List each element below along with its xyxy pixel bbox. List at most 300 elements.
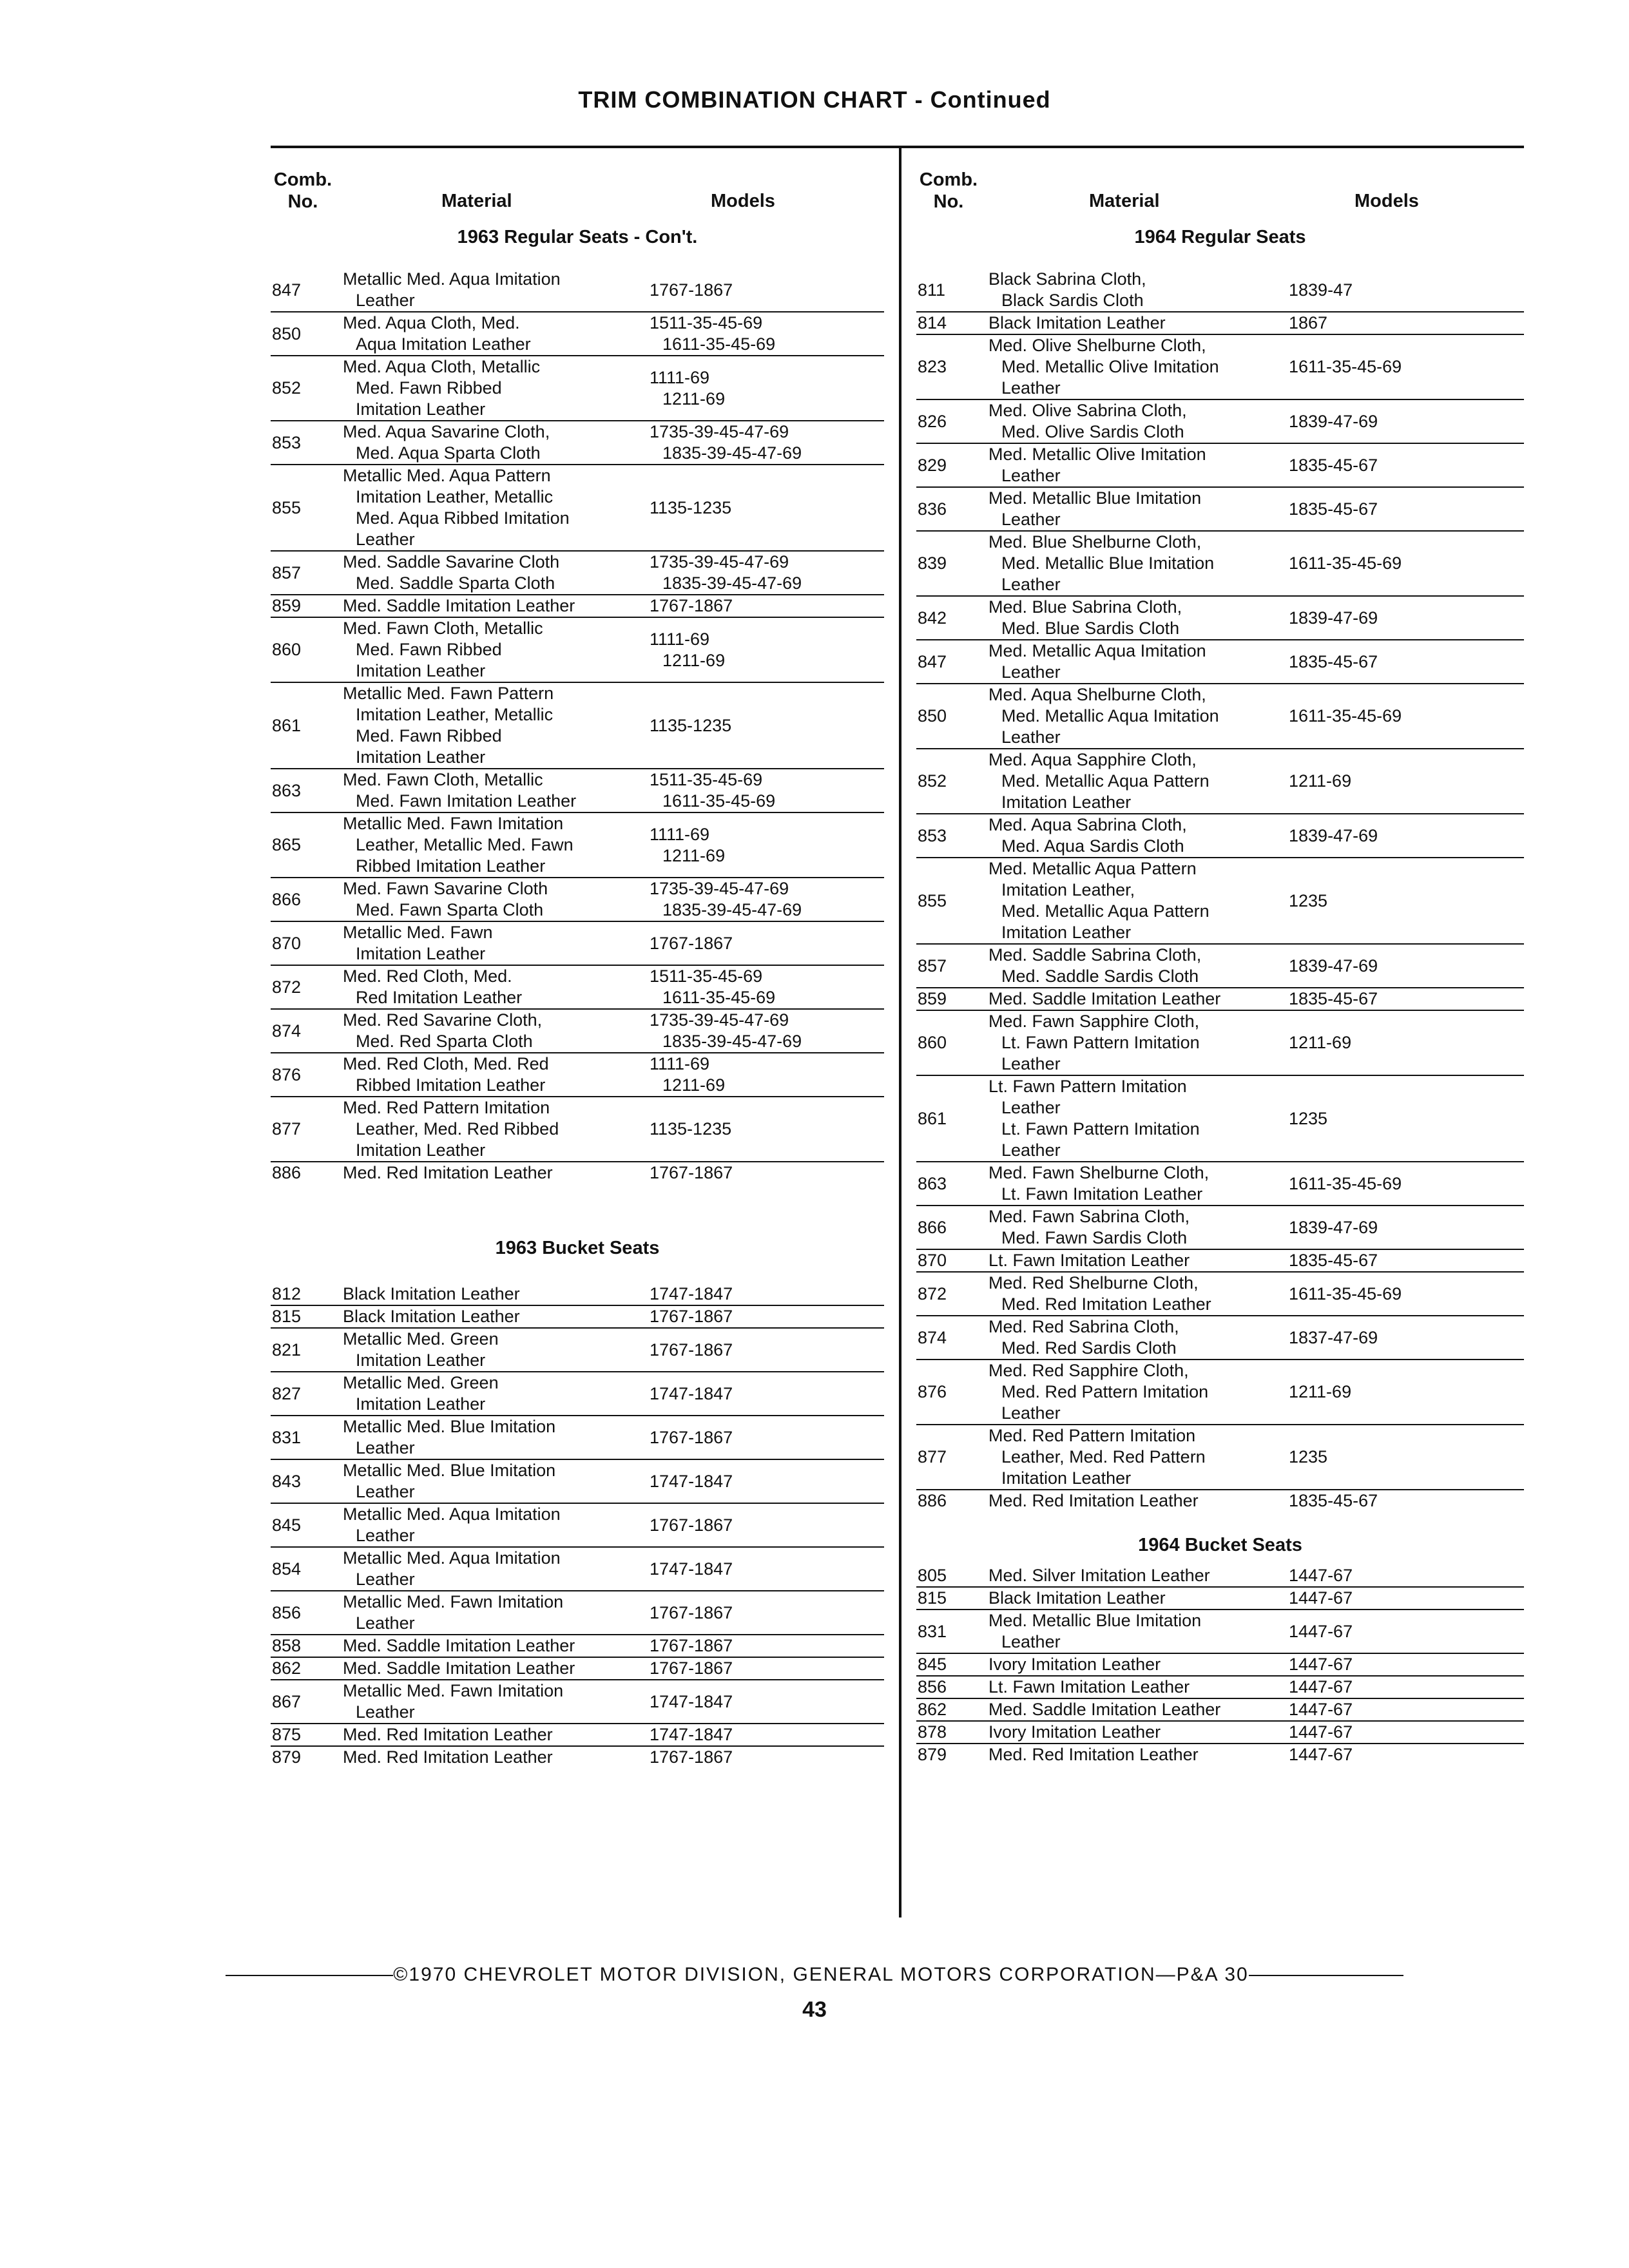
table-row xyxy=(916,1744,1524,1765)
comb-number: 860 xyxy=(272,640,302,659)
material-line: Imitation Leather, xyxy=(1001,880,1135,899)
models-cell xyxy=(644,1340,884,1361)
material-line: Metallic Med. Aqua Imitation xyxy=(343,1548,561,1568)
model-line: 1835-39-45-47-69 xyxy=(662,1032,802,1051)
models-cell xyxy=(1284,771,1524,792)
material-line: Metallic Med. Fawn Imitation xyxy=(343,1681,564,1700)
model-line: 1735-39-45-47-69 xyxy=(650,422,789,441)
material-cell xyxy=(335,966,644,1008)
table-row xyxy=(271,769,884,813)
models-cell xyxy=(644,1471,884,1492)
material-cell xyxy=(981,1677,1284,1698)
table-row xyxy=(271,1680,884,1724)
material-line: Metallic Med. Green xyxy=(343,1373,499,1392)
model-line: 1767-1867 xyxy=(650,1163,733,1182)
comb-number: 821 xyxy=(272,1340,302,1360)
section-title-1963-bucket: 1963 Bucket Seats xyxy=(495,1238,660,1258)
material-line: Leather, Metallic Med. Fawn xyxy=(356,835,574,854)
material-line: Metallic Med. Aqua Imitation xyxy=(343,269,561,289)
material-line: Med. Red Shelburne Cloth, xyxy=(988,1273,1199,1293)
comb-no-header xyxy=(271,169,335,213)
material-line: Med. Blue Shelburne Cloth, xyxy=(988,532,1202,552)
model-line: 1767-1867 xyxy=(650,1427,733,1447)
material-line: Leather xyxy=(1001,662,1061,682)
right-header xyxy=(916,169,1524,220)
models-cell xyxy=(644,595,884,617)
model-line: 1835-45-67 xyxy=(1289,455,1378,475)
models-cell xyxy=(644,1602,884,1624)
comb-number: 866 xyxy=(918,1217,947,1237)
table-row xyxy=(916,1654,1524,1677)
material-line: Med. Olive Sardis Cloth xyxy=(1001,422,1184,441)
comb-number: 877 xyxy=(918,1447,947,1466)
model-line: 1611-35-45-69 xyxy=(662,334,776,354)
material-cell xyxy=(335,552,644,594)
material-header: Material xyxy=(441,191,512,211)
table-row xyxy=(916,1490,1524,1512)
comb-number: 847 xyxy=(272,280,302,300)
material-line: Med. Fawn Savarine Cloth xyxy=(343,879,548,898)
comb-number: 847 xyxy=(918,651,947,671)
material-cell xyxy=(335,1658,644,1679)
material-cell xyxy=(981,1699,1284,1720)
material-line: Med. Red Imitation Leather xyxy=(988,1745,1199,1764)
model-line: 1735-39-45-47-69 xyxy=(650,1010,789,1030)
comb-number: 805 xyxy=(918,1566,947,1585)
material-line: Leather xyxy=(1001,1403,1061,1423)
material-line: Med. Aqua Ribbed Imitation xyxy=(356,508,570,528)
section-title-1964-regular: 1964 Regular Seats xyxy=(1134,227,1306,247)
material-line: Med. Red Savarine Cloth, xyxy=(343,1010,543,1030)
models-cell xyxy=(1284,1283,1524,1305)
comb-number: 877 xyxy=(272,1119,302,1139)
models-cell xyxy=(644,966,884,1008)
material-cell xyxy=(335,878,644,921)
material-line: Black Imitation Leather xyxy=(988,1588,1166,1608)
material-line: Imitation Leather xyxy=(356,661,486,680)
table-row xyxy=(916,312,1524,335)
models-cell xyxy=(1284,1654,1524,1675)
model-line: 1747-1847 xyxy=(650,1559,733,1579)
comb-number: 859 xyxy=(918,989,947,1008)
models-cell xyxy=(1284,651,1524,673)
model-line: 1767-1867 xyxy=(650,1636,733,1655)
models-cell xyxy=(1284,411,1524,432)
models-cell xyxy=(1284,890,1524,912)
material-line: Leather xyxy=(1001,466,1061,485)
model-line: 1135-1235 xyxy=(650,715,732,735)
model-line: 1835-45-67 xyxy=(1289,499,1378,519)
table-row xyxy=(916,597,1524,640)
models-cell xyxy=(1284,706,1524,727)
models-cell xyxy=(1284,499,1524,520)
material-cell xyxy=(335,1053,644,1096)
comb-number: 854 xyxy=(272,1559,302,1579)
material-line: Med. Blue Sardis Cloth xyxy=(1001,619,1180,638)
model-line: 1835-45-67 xyxy=(1289,651,1378,671)
table-row xyxy=(916,1011,1524,1076)
comb-number: 839 xyxy=(918,553,947,573)
comb-number: 863 xyxy=(918,1173,947,1193)
model-line: 1211-69 xyxy=(1289,1033,1352,1052)
material-line: Lt. Fawn Pattern Imitation xyxy=(1001,1119,1200,1139)
models-cell xyxy=(1284,1217,1524,1238)
material-line: Imitation Leather xyxy=(1001,793,1132,812)
table-row xyxy=(271,1460,884,1504)
model-line: 1837-47-69 xyxy=(1289,1327,1378,1347)
model-line: 1511-35-45-69 xyxy=(650,770,763,789)
material-line: Aqua Imitation Leather xyxy=(356,334,531,354)
comb-number: 876 xyxy=(272,1064,302,1084)
comb-number: 823 xyxy=(918,357,947,376)
material-cell xyxy=(981,988,1284,1010)
material-line: Med. Aqua Cloth, Metallic xyxy=(343,357,541,376)
table-row xyxy=(916,858,1524,945)
material-line: Imitation Leather xyxy=(356,1350,486,1370)
material-line: Med. Olive Shelburne Cloth, xyxy=(988,336,1206,355)
material-line: Med. Saddle Imitation Leather xyxy=(988,1700,1221,1719)
comb-number: 872 xyxy=(918,1283,947,1303)
table-row xyxy=(916,1722,1524,1744)
comb-number: 814 xyxy=(918,313,947,332)
models-header: Models xyxy=(711,191,775,211)
table-row xyxy=(916,400,1524,444)
comb-number: 852 xyxy=(272,378,302,398)
material-line: Leather xyxy=(1001,1054,1061,1073)
page-title: TRIM COMBINATION CHART - Continued xyxy=(578,86,1051,113)
material-line: Red Imitation Leather xyxy=(356,988,523,1007)
table-row xyxy=(271,1724,884,1747)
model-line: 1839-47-69 xyxy=(1289,411,1378,431)
material-line: Leather xyxy=(1001,378,1061,398)
material-line: Metallic Med. Fawn xyxy=(343,923,493,942)
material-line: Med. Aqua Shelburne Cloth, xyxy=(988,685,1206,704)
material-cell xyxy=(981,1316,1284,1359)
models-cell xyxy=(1284,356,1524,378)
comb-number: 856 xyxy=(272,1602,302,1622)
model-line: 1835-45-67 xyxy=(1289,1491,1378,1510)
comb-number: 811 xyxy=(918,280,946,300)
material-cell xyxy=(981,1565,1284,1586)
table-row xyxy=(916,532,1524,597)
model-line: 1767-1867 xyxy=(650,1307,733,1326)
material-cell xyxy=(981,1162,1284,1205)
no-label: No. xyxy=(933,191,964,212)
models-cell xyxy=(1284,988,1524,1010)
model-line: 1839-47-69 xyxy=(1289,956,1378,975)
material-cell xyxy=(335,312,644,355)
comb-number: 886 xyxy=(272,1163,302,1182)
material-cell xyxy=(981,945,1284,987)
model-line: 1135-1235 xyxy=(650,497,732,517)
model-line: 1767-1867 xyxy=(650,280,733,300)
comb-number: 843 xyxy=(272,1471,302,1491)
model-line: 1835-39-45-47-69 xyxy=(662,900,802,919)
page-number: 43 xyxy=(802,1997,827,2022)
model-line: 1835-39-45-47-69 xyxy=(662,443,802,463)
comb-number: 831 xyxy=(272,1427,302,1447)
model-line: 1447-67 xyxy=(1289,1566,1353,1585)
material-line: Med. Metallic Olive Imitation xyxy=(1001,357,1219,376)
material-line: Med. Metallic Aqua Pattern xyxy=(1001,901,1210,921)
material-line: Med. Fawn Sabrina Cloth, xyxy=(988,1207,1190,1226)
material-cell xyxy=(981,597,1284,639)
comb-number: 853 xyxy=(918,825,947,845)
table-row xyxy=(916,1360,1524,1425)
material-cell xyxy=(981,1744,1284,1765)
model-line: 1767-1867 xyxy=(650,1658,733,1678)
material-cell xyxy=(335,1283,644,1305)
material-line: Med. Fawn Sparta Cloth xyxy=(356,900,544,919)
material-line: Med. Red Pattern Imitation xyxy=(343,1098,550,1117)
models-cell xyxy=(644,1515,884,1536)
material-line: Leather xyxy=(356,530,415,549)
material-line: Med. Fawn Ribbed xyxy=(356,640,502,659)
table-row xyxy=(271,683,884,769)
model-line: 1839-47 xyxy=(1289,280,1353,300)
table-row xyxy=(271,312,884,356)
model-line: 1111-69 xyxy=(650,367,710,387)
model-line: 1735-39-45-47-69 xyxy=(650,552,789,572)
material-cell xyxy=(335,1680,644,1723)
material-line: Leather xyxy=(356,1702,415,1722)
material-cell xyxy=(335,1548,644,1590)
material-line: Med. Aqua Sabrina Cloth, xyxy=(988,815,1187,834)
table-row xyxy=(916,945,1524,988)
comb-number: 872 xyxy=(272,977,302,997)
comb-number: 829 xyxy=(918,455,947,475)
material-cell xyxy=(981,444,1284,486)
table-1964-bucket xyxy=(916,1565,1524,1765)
models-cell xyxy=(644,1724,884,1745)
comb-number: 827 xyxy=(272,1383,302,1403)
material-line: Leather xyxy=(356,1482,415,1501)
material-line: Lt. Fawn Pattern Imitation xyxy=(1001,1033,1200,1052)
comb-number: 861 xyxy=(918,1108,947,1128)
material-line: Med. Red Imitation Leather xyxy=(988,1491,1199,1510)
model-line: 1211-69 xyxy=(662,1075,726,1095)
models-cell xyxy=(644,1306,884,1327)
material-cell xyxy=(981,335,1284,399)
models-cell xyxy=(1284,1677,1524,1698)
model-line: 1235 xyxy=(1289,1447,1328,1466)
material-cell xyxy=(335,465,644,550)
model-line: 1839-47-69 xyxy=(1289,1217,1378,1237)
material-line: Med. Metallic Blue Imitation xyxy=(988,1611,1202,1630)
material-line: Med. Fawn Imitation Leather xyxy=(356,791,577,811)
material-line: Med. Metallic Blue Imitation xyxy=(1001,553,1215,573)
material-cell xyxy=(335,1010,644,1052)
table-row xyxy=(271,1329,884,1372)
material-line: Leather xyxy=(356,291,415,310)
material-line: Med. Red Imitation Leather xyxy=(343,1725,553,1744)
material-cell xyxy=(981,269,1284,311)
model-line: 1611-35-45-69 xyxy=(1289,1173,1402,1193)
table-row xyxy=(271,922,884,966)
table-row xyxy=(916,1425,1524,1490)
material-cell xyxy=(335,922,644,965)
footer-rule-right xyxy=(1249,1975,1403,1976)
models-cell xyxy=(1284,455,1524,476)
models-cell xyxy=(644,552,884,594)
material-line: Leather xyxy=(1001,727,1061,747)
comb-number: 859 xyxy=(272,596,302,615)
models-cell xyxy=(644,1010,884,1052)
models-cell xyxy=(1284,1621,1524,1642)
comb-number: 815 xyxy=(918,1588,947,1608)
material-line: Imitation Leather xyxy=(1001,1468,1132,1488)
material-cell xyxy=(335,1162,644,1184)
comb-number: 845 xyxy=(272,1515,302,1535)
model-line: 1211-69 xyxy=(662,389,726,408)
material-line: Med. Red Imitation Leather xyxy=(343,1163,553,1182)
comb-number: 860 xyxy=(918,1033,947,1052)
model-line: 1447-67 xyxy=(1289,1677,1353,1696)
model-line: 1235 xyxy=(1289,890,1328,910)
model-line: 1235 xyxy=(1289,1108,1328,1128)
material-line: Black Sabrina Cloth, xyxy=(988,269,1146,289)
model-line: 1111-69 xyxy=(650,1054,710,1073)
table-row xyxy=(916,444,1524,488)
material-cell xyxy=(335,595,644,617)
models-cell xyxy=(644,367,884,410)
material-line: Lt. Fawn Imitation Leather xyxy=(988,1251,1190,1270)
comb-number: 831 xyxy=(918,1621,947,1641)
material-line: Leather xyxy=(1001,510,1061,529)
model-line: 1447-67 xyxy=(1289,1655,1353,1674)
comb-number: 857 xyxy=(918,956,947,975)
models-cell xyxy=(1284,1565,1524,1586)
material-cell xyxy=(335,1635,644,1657)
comb-number: 879 xyxy=(918,1745,947,1764)
model-line: 1111-69 xyxy=(650,629,710,649)
material-cell xyxy=(981,858,1284,943)
material-line: Imitation Leather, Metallic xyxy=(356,487,554,506)
material-cell xyxy=(981,1610,1284,1653)
material-cell xyxy=(981,488,1284,530)
table-row xyxy=(271,1283,884,1306)
model-line: 1867 xyxy=(1289,313,1328,332)
models-cell xyxy=(644,497,884,519)
models-cell xyxy=(644,933,884,954)
model-line: 1839-47-69 xyxy=(1289,825,1378,845)
comb-number: 861 xyxy=(272,715,302,735)
material-line: Imitation Leather xyxy=(356,399,486,419)
comb-number: 855 xyxy=(918,890,947,910)
material-line: Leather, Med. Red Pattern xyxy=(1001,1447,1206,1466)
material-cell xyxy=(981,1654,1284,1675)
table-row xyxy=(271,1416,884,1460)
left-header xyxy=(271,169,884,220)
table-row xyxy=(271,1372,884,1416)
material-cell xyxy=(335,683,644,768)
comb-number: 850 xyxy=(272,323,302,343)
models-cell xyxy=(644,715,884,736)
model-line: 1211-69 xyxy=(1289,1382,1352,1401)
models-cell xyxy=(1284,1722,1524,1743)
material-cell xyxy=(335,1306,644,1327)
comb-number: 856 xyxy=(918,1677,947,1696)
material-line: Med. Metallic Blue Imitation xyxy=(988,488,1202,508)
comb-number: 853 xyxy=(272,432,302,452)
models-cell xyxy=(1284,1446,1524,1468)
table-row xyxy=(916,988,1524,1011)
material-line: Med. Red Pattern Imitation xyxy=(988,1426,1196,1445)
table-row xyxy=(271,356,884,421)
table-row xyxy=(916,640,1524,684)
table-row xyxy=(271,1010,884,1053)
table-row xyxy=(916,269,1524,312)
table-row xyxy=(271,1504,884,1548)
table-row xyxy=(271,813,884,878)
comb-label: Comb. xyxy=(919,169,978,190)
table-row xyxy=(916,1206,1524,1250)
model-line: 1447-67 xyxy=(1289,1700,1353,1719)
models-cell xyxy=(644,1162,884,1184)
material-cell xyxy=(335,269,644,311)
models-cell xyxy=(1284,1327,1524,1349)
material-line: Imitation Leather xyxy=(356,944,486,963)
comb-number: 870 xyxy=(272,933,302,953)
footer-copyright: ©1970 CHEVROLET MOTOR DIVISION, GENERAL MOTORS CORPORATION—P&A 30 xyxy=(393,1964,1249,1985)
material-line: Ribbed Imitation Leather xyxy=(356,856,546,876)
material-line: Med. Aqua Cloth, Med. xyxy=(343,313,520,332)
comb-number: 866 xyxy=(272,889,302,909)
table-row xyxy=(916,684,1524,749)
material-line: Imitation Leather xyxy=(356,747,486,767)
material-line: Med. Fawn Cloth, Metallic xyxy=(343,619,543,638)
material-line: Med. Saddle Imitation Leather xyxy=(343,596,575,615)
model-line: 1611-35-45-69 xyxy=(1289,706,1402,726)
material-line: Med. Saddle Imitation Leather xyxy=(343,1658,575,1678)
models-header: Models xyxy=(1354,191,1419,211)
comb-number: 862 xyxy=(918,1700,947,1719)
models-cell xyxy=(1284,312,1524,334)
model-line: 1611-35-45-69 xyxy=(1289,1283,1402,1303)
models-cell xyxy=(644,824,884,867)
table-row xyxy=(271,552,884,595)
comb-number: 815 xyxy=(272,1307,302,1326)
table-row xyxy=(271,1162,884,1184)
model-line: 1835-45-67 xyxy=(1289,1251,1378,1270)
material-line: Leather xyxy=(1001,1098,1061,1117)
material-cell xyxy=(335,1329,644,1371)
comb-number: 812 xyxy=(272,1284,302,1303)
model-line: 1767-1867 xyxy=(650,596,733,615)
comb-number: 874 xyxy=(918,1327,947,1347)
models-cell xyxy=(644,1559,884,1580)
material-line: Imitation Leather xyxy=(1001,923,1132,942)
model-line: 1447-67 xyxy=(1289,1588,1353,1608)
table-row xyxy=(916,1316,1524,1360)
table-row xyxy=(271,1053,884,1097)
model-line: 1511-35-45-69 xyxy=(650,313,763,332)
material-line: Med. Fawn Ribbed xyxy=(356,378,502,398)
table-row xyxy=(916,1273,1524,1316)
material-line: Med. Red Sapphire Cloth, xyxy=(988,1361,1189,1380)
material-line: Med. Aqua Sapphire Cloth, xyxy=(988,750,1197,769)
comb-no-header xyxy=(916,169,981,213)
material-line: Metallic Med. Fawn Imitation xyxy=(343,814,564,833)
material-line: Metallic Med. Blue Imitation xyxy=(343,1461,556,1480)
column-divider xyxy=(899,146,901,1917)
comb-number: 855 xyxy=(272,497,302,517)
material-cell xyxy=(335,1591,644,1634)
model-line: 1767-1867 xyxy=(650,933,733,953)
model-line: 1767-1867 xyxy=(650,1747,733,1767)
model-line: 1447-67 xyxy=(1289,1621,1353,1641)
models-cell xyxy=(644,1283,884,1305)
